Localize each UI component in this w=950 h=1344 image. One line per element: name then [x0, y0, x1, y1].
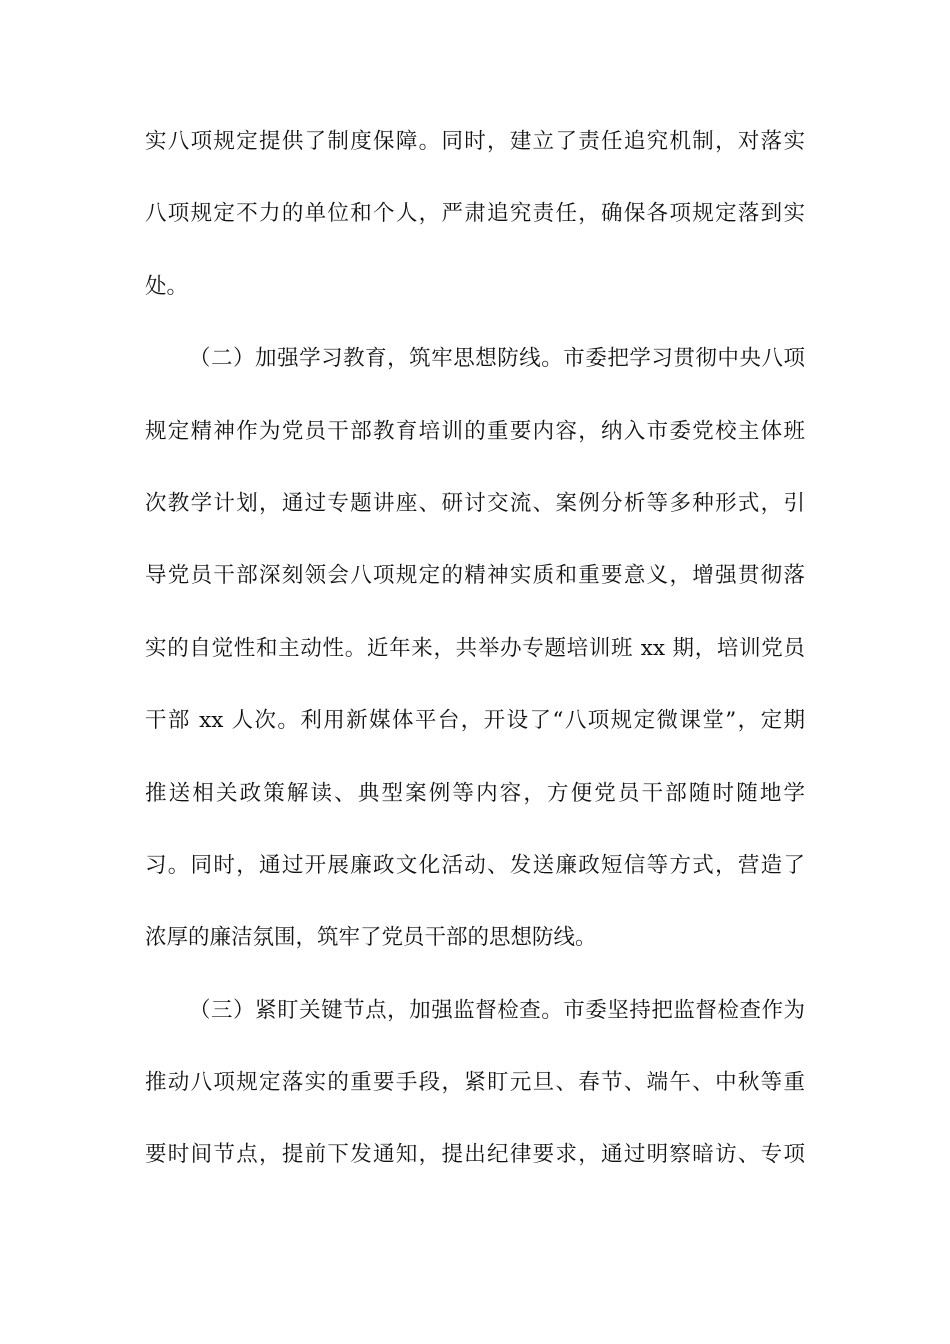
text-line: 干部 xx 人次。利用新媒体平台，开设了“八项规定微课堂”，定期 — [145, 708, 805, 734]
text-line: 处。 — [145, 273, 189, 299]
text-line: 习。同时，通过开展廉政文化活动、发送廉政短信等方式，营造了 — [145, 852, 805, 878]
text-line: 要时间节点，提前下发通知，提出纪律要求，通过明察暗访、专项 — [145, 1142, 805, 1168]
text-line: 次教学计划，通过专题讲座、研讨交流、案例分析等多种形式，引 — [145, 490, 805, 516]
paragraph-heading-line: （二）加强学习教育，筑牢思想防线。市委把学习贯彻中央八项 — [189, 346, 805, 372]
text-line: 实八项规定提供了制度保障。同时，建立了责任追究机制，对落实 — [145, 129, 805, 154]
text-line: 推动八项规定落实的重要手段，紧盯元旦、春节、端午、中秋等重 — [145, 1070, 805, 1096]
text-line: 推送相关政策解读、典型案例等内容，方便党员干部随时随地学 — [145, 780, 805, 806]
text-line: 浓厚的廉洁氛围，筑牢了党员干部的思想防线。 — [145, 925, 597, 951]
text-line: 导党员干部深刻领会八项规定的精神实质和重要意义，增强贯彻落 — [145, 563, 805, 589]
paragraph-heading-line: （三）紧盯关键节点，加强监督检查。市委坚持把监督检查作为 — [189, 997, 805, 1023]
text-line: 八项规定不力的单位和个人，严肃追究责任，确保各项规定落到实 — [145, 201, 805, 227]
document-body — [145, 106, 805, 1192]
text-line: 规定精神作为党员干部教育培训的重要内容，纳入市委党校主体班 — [145, 418, 805, 444]
text-line: 实的自觉性和主动性。近年来，共举办专题培训班 xx 期，培训党员 — [145, 635, 805, 661]
